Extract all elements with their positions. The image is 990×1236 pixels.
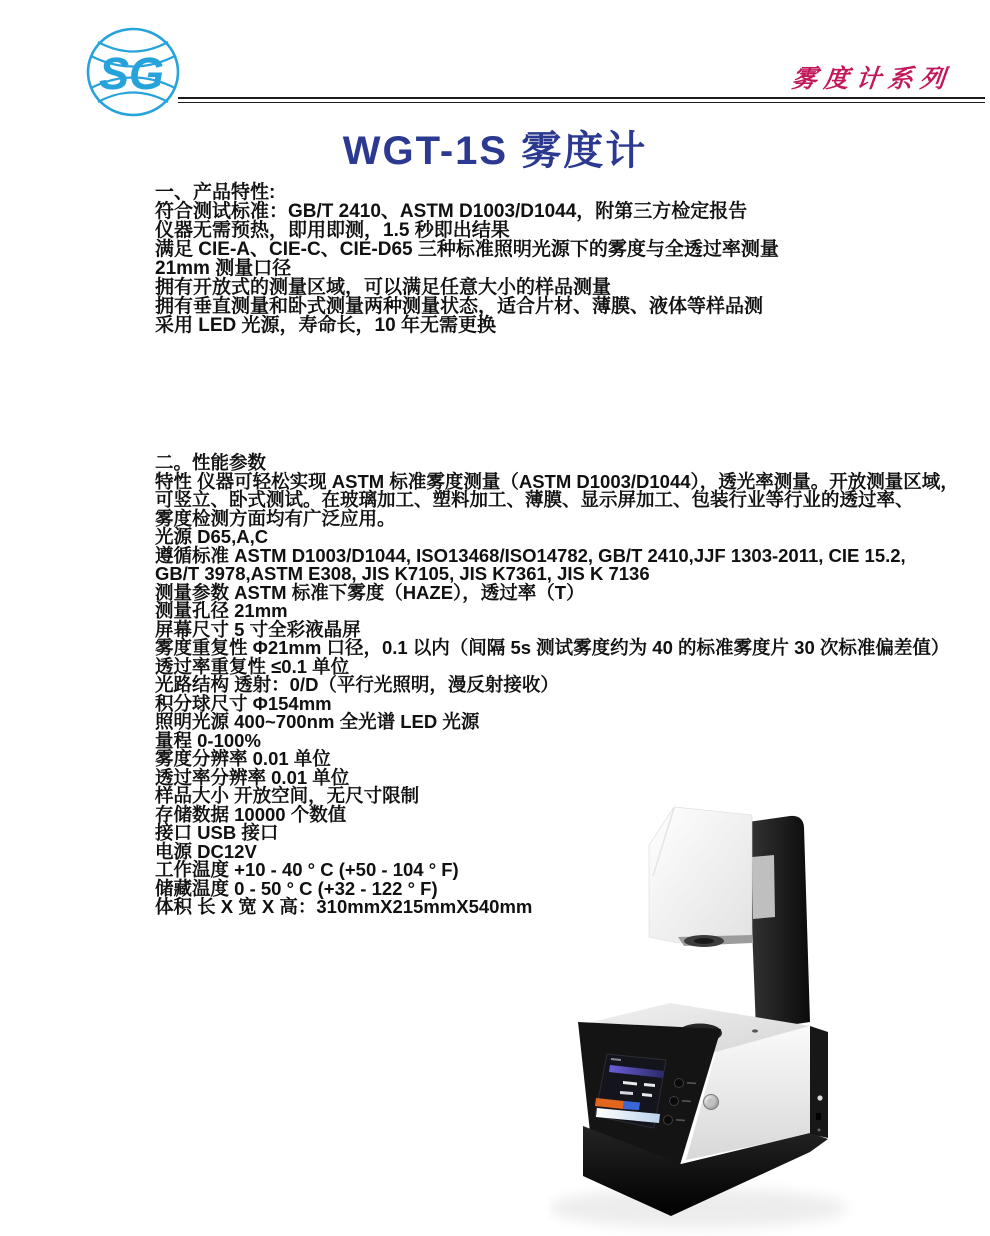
feature-line: 符合测试标准：GB/T 2410、ASTM D1003/D1044，附第三方检定报告: [155, 201, 748, 222]
spec-line: 光源 D65,A,C: [155, 526, 269, 547]
spec-line: 量程 0-100%: [155, 729, 261, 751]
column-port-panel: [752, 855, 775, 919]
feature-line: 满足 CIE-A、CIE-C、CIE-D65 三种标准照明光源下的雾度与全透过率测量: [155, 239, 779, 260]
haze-meter-illustration: [548, 788, 988, 1236]
product-photo: [548, 788, 988, 1236]
spec-line: 透过率重复性 ≤0.1 单位: [155, 655, 350, 677]
side-port: [816, 1113, 821, 1120]
specs-heading: 二。性能参数: [155, 452, 267, 473]
feature-line: 拥有开放式的测量区域，可以满足任意大小的样品测量: [155, 277, 612, 298]
spec-line: 电源 DC12V: [155, 840, 257, 862]
base-right-side: [810, 1026, 828, 1138]
page-title: WGT-1S 雾度计: [342, 129, 648, 173]
series-label: 雾度计系列: [790, 66, 954, 93]
spec-line: 样品大小 开放空间，无尺寸限制: [155, 785, 420, 806]
instrument-column: [748, 816, 810, 1030]
spec-line: 特性 仪器可轻松实现 ASTM 标准雾度测量（ASTM D1003/D1044），透光率测量。开放测量区域，: [155, 470, 959, 492]
power-button-inner: [707, 1098, 715, 1106]
screen-blue-bar: [623, 1101, 640, 1110]
spec-line: 遵循标准 ASTM D1003/D1044, ISO13468/ISO14782, GB/T 2410,JJF 1303-2011, CIE 15.2,: [155, 544, 906, 566]
feature-line: 21mm 测量口径: [155, 258, 292, 279]
features-section: [155, 177, 779, 336]
header-rule-bottom: [178, 102, 985, 103]
spec-line: 雾度检测方面均有广泛应用。: [155, 507, 396, 529]
spec-line: 储藏温度 0 - 50 ° C (+32 - 122 ° F): [155, 877, 438, 899]
spec-line: 积分球尺寸 Φ154mm: [155, 692, 332, 714]
side-led: [818, 1129, 821, 1132]
head-lens-center: [694, 938, 714, 944]
spec-line: 雾度分辨率 0.01 单位: [155, 748, 331, 769]
spec-line: 雾度重复性 Φ21mm 口径，0.1 以内（间隔 5s 测试雾度约为 40 的标准雾度片 30 次标准偏差值）: [155, 637, 950, 658]
locator-dot: [752, 1029, 758, 1032]
spec-line: 测量参数 ASTM 标准下雾度（HAZE），透过率（T）: [155, 581, 585, 603]
screen-button-3: [664, 1116, 673, 1125]
features-heading: 一、产品特性:: [155, 182, 276, 203]
spec-line: 可竖立、卧式测试。在玻璃加工、塑料加工、薄膜、显示屏加工、包装行业等行业的透过率、: [155, 489, 914, 510]
globe-icon: [82, 25, 184, 120]
feature-line: 拥有垂直测量和卧式测量两种测量状态，适合片材、薄膜、液体等样品测: [155, 296, 764, 317]
spec-line: 接口 USB 接口: [155, 822, 279, 843]
spec-line: 照明光源 400~700nm 全光谱 LED 光源: [155, 711, 480, 732]
spec-line: GB/T 3978,ASTM E308, JIS K7105, JIS K7361, JIS K 7136: [155, 563, 650, 584]
spec-line: 工作温度 +10 - 40 ° C (+50 - 104 ° F): [155, 859, 459, 880]
spec-line: 透过率分辨率 0.01 单位: [155, 766, 350, 788]
spec-line: 屏幕尺寸 5 寸全彩液晶屏: [155, 618, 361, 640]
feature-line: 采用 LED 光源，寿命长，10 年无需更换: [155, 315, 496, 336]
screen-button-1: [675, 1079, 684, 1088]
spec-line: 存储数据 10000 个数值: [155, 803, 347, 825]
measurement-head: [649, 807, 752, 943]
side-screw: [817, 1095, 822, 1100]
spec-line: 体积 长 X 宽 X 高：310mmX215mmX540mm: [155, 896, 533, 917]
screen-button-2: [670, 1097, 679, 1106]
feature-line: 仪器无需预热，即用即测，1.5 秒即出结果: [155, 220, 510, 241]
spec-line: 测量孔径 21mm: [155, 600, 288, 621]
logo-text: SG: [99, 48, 165, 99]
sg-globe-logo: [82, 25, 184, 120]
spec-line: 光路结构 透射：0/D（平行光照明，漫反射接收）: [155, 674, 559, 695]
header-rule-top: [178, 97, 985, 99]
